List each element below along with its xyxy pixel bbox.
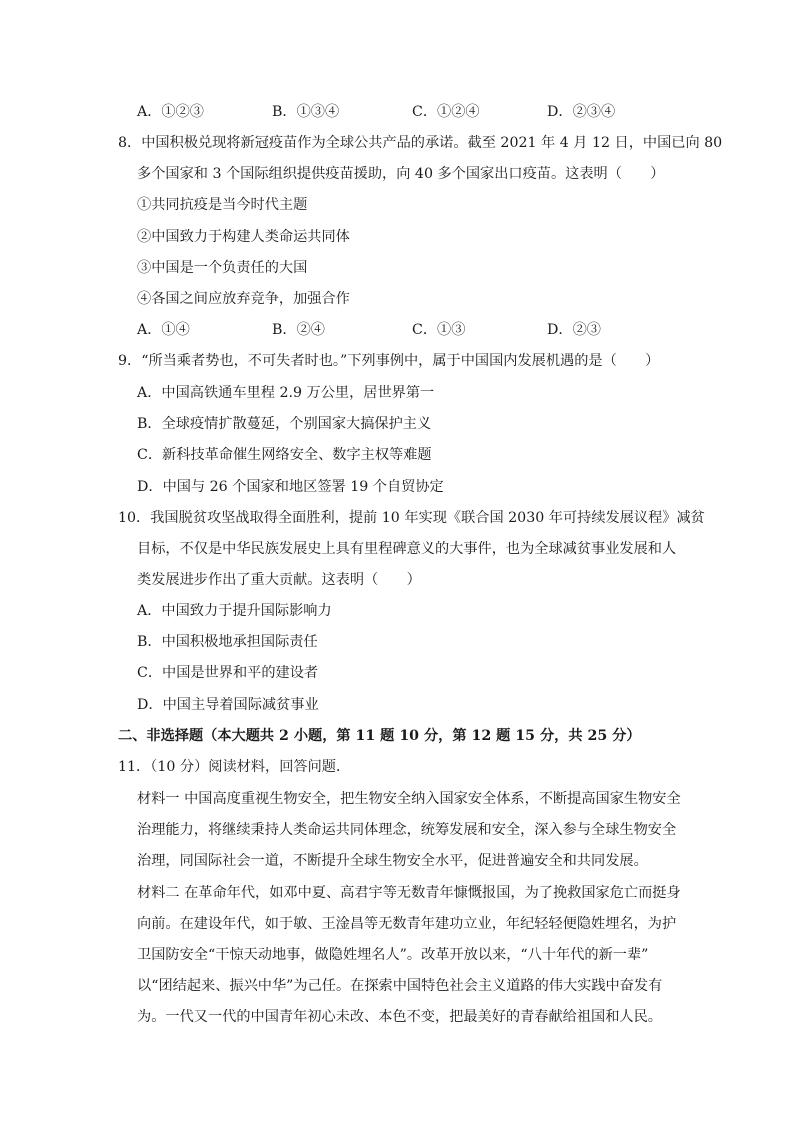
q8-option-c: C．①③ <box>412 322 466 338</box>
q10-option-d: D．中国主导着国际减贫事业 <box>137 697 319 713</box>
q10-option-a: A．中国致力于提升国际影响力 <box>137 603 332 619</box>
q11-material-2-line-2: 向前。在建设年代，如于敏、王淦昌等无数青年建功立业，年纪轻轻便隐姓埋名，为护 <box>137 916 677 932</box>
q8-item-1: ①共同抗疫是当今时代主题 <box>137 197 308 213</box>
section-2-heading: 二、非选择题（本大题共 2 小题，第 11 题 10 分，第 12 题 15 分，共 25 分） <box>118 728 641 744</box>
q11-stem: 11．（10 分）阅读材料，回答问题． <box>118 759 351 775</box>
q11-material-1-line-1: 材料一 中国高度重视生物安全，把生物安全纳入国家安全体系，不断提高国家生物安全 <box>137 791 681 807</box>
q7-option-b: B．①③④ <box>272 104 340 120</box>
q8-stem-line-1: 8．中国积极兑现将新冠疫苗作为全球公共产品的承诺。截至 2021 年 4 月 12 日，中国已向 80 <box>118 135 723 151</box>
q10-stem-line-3: 类发展进步作出了重大贡献。这表明（ ） <box>137 572 421 588</box>
q11-material-1-line-2: 治理能力，将继续秉持人类命运共同体理念，统筹发展和安全，深入参与全球生物安全 <box>137 822 677 838</box>
q9-stem: 9．“所当乘者势也，不可失者时也。”下列事例中，属于中国国内发展机遇的是（ ） <box>118 353 660 369</box>
q8-option-d: D．②③ <box>547 322 601 338</box>
q9-option-d: D．中国与 26 个国家和地区签署 19 个自贸协定 <box>137 479 444 495</box>
q10-stem-line-1: 10．我国脱贫攻坚战取得全面胜利，提前 10 年实现《联合国 2030 年可持续发展议程》减贫 <box>118 510 705 526</box>
q8-options <box>137 321 657 339</box>
q11-material-1-line-3: 治理，同国际社会一道，不断提升全球生物安全水平，促进普遍安全和共同发展。 <box>137 853 648 869</box>
q9-option-c: C．新科技革命催生网络安全、数字主权等难题 <box>137 447 432 463</box>
q10-stem-line-2: 目标，不仅是中华民族发展史上具有里程碑意义的大事件，也为全球减贫事业发展和人 <box>137 541 677 557</box>
q9-option-a: A．中国高铁通车里程 2.9 万公里，居世界第一 <box>137 385 435 401</box>
q7-option-a: A．①②③ <box>137 104 204 120</box>
q10-option-c: C．中国是世界和平的建设者 <box>137 665 319 681</box>
q8-item-2: ②中国致力于构建人类命运共同体 <box>137 229 350 245</box>
q10-option-b: B．中国积极地承担国际责任 <box>137 634 318 650</box>
q8-stem-line-2: 多个国家和 3 个国际组织提供疫苗援助，向 40 多个国家出口疫苗。这表明（ ） <box>137 166 665 182</box>
q8-item-4: ④各国之间应放弃竞争，加强合作 <box>137 291 350 307</box>
q8-option-a: A．①④ <box>137 322 190 338</box>
q11-material-2-line-4: 以“团结起来、振兴中华”为己任。在探索中国特色社会主义道路的伟大实践中奋发有 <box>137 978 663 994</box>
q7-options <box>137 103 657 121</box>
q8-item-3: ③中国是一个负责任的大国 <box>137 260 308 276</box>
q9-option-b: B．全球疫情扩散蔓延，个别国家大搞保护主义 <box>137 416 432 432</box>
q11-material-2-line-3: 卫国防安全“干惊天动地事，做隐姓埋名人”。改革开放以来，“八十年代的新一辈” <box>137 947 649 963</box>
q8-option-b: B．②④ <box>272 322 325 338</box>
q11-material-2-line-1: 材料二 在革命年代，如邓中夏、高君宇等无数青年慷慨报国，为了挽救国家危亡而挺身 <box>137 885 681 901</box>
q7-option-c: C．①②④ <box>412 104 480 120</box>
q7-option-d: D．②③④ <box>547 104 616 120</box>
q11-material-2-line-5: 为。一代又一代的中国青年初心未改、本色不变，把最美好的青春献给祖国和人民。 <box>137 1009 662 1025</box>
